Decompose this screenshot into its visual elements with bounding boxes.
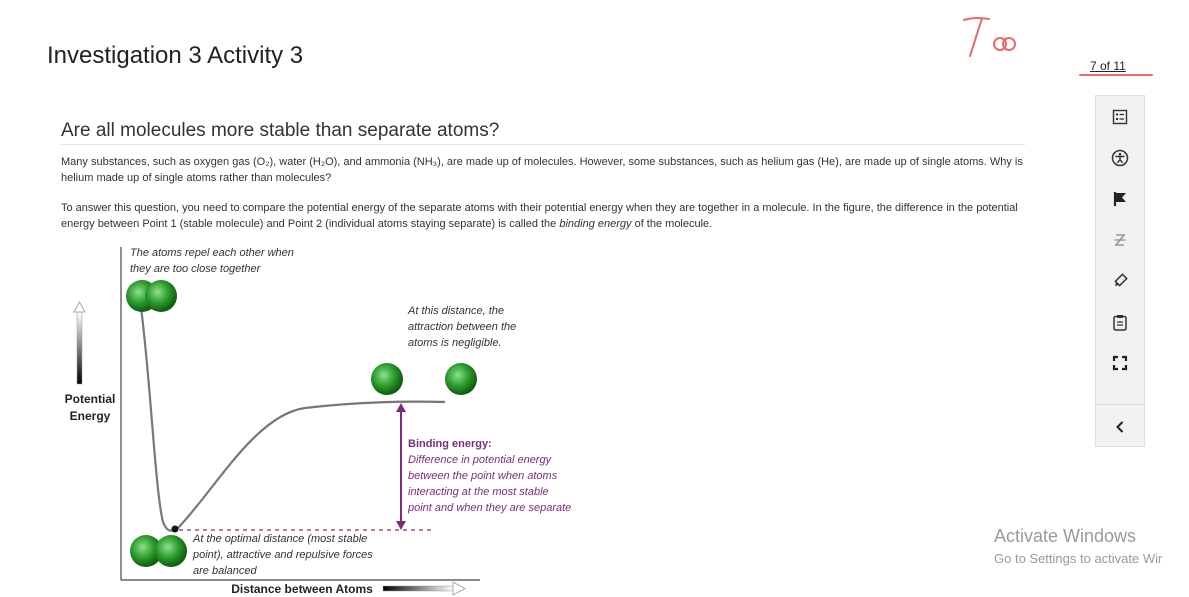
page-counter[interactable]: 7 of 11 bbox=[1090, 59, 1126, 73]
atom-far-2 bbox=[445, 363, 477, 395]
fullscreen-tool-button[interactable] bbox=[1096, 348, 1144, 378]
far-annotation-line3: atoms is negligible. bbox=[408, 337, 502, 349]
optimal-annotation-line2: point), attractive and repulsive forces bbox=[193, 549, 373, 561]
repel-annotation-line1: The atoms repel each other when bbox=[130, 247, 294, 259]
collapse-toolbar-button[interactable] bbox=[1096, 412, 1144, 442]
x-axis-label: Distance between Atoms bbox=[231, 582, 373, 596]
y-axis-label-line1: Potential bbox=[64, 392, 116, 406]
intro-paragraph: Many substances, such as oxygen gas (O₂), water (H₂O), and ammonia (NH₃), are made up of molecules. However, some substances, such as helium gas (He), are made up of single atoms. Why is helium made up of single atoms rather than molecules? bbox=[61, 156, 1023, 184]
binding-arrow-top bbox=[396, 403, 406, 412]
repel-annotation-line2: they are too close together bbox=[130, 263, 261, 275]
flag-tool-button[interactable] bbox=[1096, 184, 1144, 214]
y-axis-label-line2: Energy bbox=[69, 409, 111, 423]
handwritten-score-mark bbox=[960, 14, 1030, 64]
atom-far-1 bbox=[371, 363, 403, 395]
strikethrough-tool-button[interactable] bbox=[1096, 225, 1144, 255]
annotation-underline bbox=[1079, 74, 1153, 76]
activate-windows-watermark bbox=[994, 526, 1162, 566]
strikethrough-icon bbox=[1112, 232, 1128, 248]
highlighter-icon bbox=[1112, 273, 1128, 289]
question-heading: Are all molecules more stable than separate atoms? bbox=[61, 120, 1025, 145]
binding-energy-line1: Difference in potential energy bbox=[408, 454, 552, 466]
clipboard-icon bbox=[1112, 314, 1128, 331]
main-content bbox=[61, 120, 1025, 232]
optimal-annotation-line1: At the optimal distance (most stable bbox=[193, 533, 368, 545]
notepad-tool-button[interactable] bbox=[1096, 307, 1144, 337]
watermark-subtitle: Go to Settings to activate Wir bbox=[994, 551, 1163, 566]
y-energy-arrow bbox=[74, 302, 85, 384]
stable-point bbox=[172, 526, 179, 533]
binding-energy-line4: point and when they are separate bbox=[408, 502, 572, 514]
atom-close-2 bbox=[145, 280, 177, 312]
fullscreen-icon bbox=[1112, 355, 1128, 371]
accessibility-icon bbox=[1111, 149, 1129, 167]
flag-icon bbox=[1112, 191, 1128, 207]
x-distance-arrow bbox=[383, 582, 465, 595]
potential-energy-diagram bbox=[55, 240, 625, 597]
watermark-title: Activate Windows bbox=[994, 526, 1137, 546]
accessibility-tool-button[interactable] bbox=[1096, 143, 1144, 173]
toolbar-divider bbox=[1096, 404, 1144, 405]
binding-arrow-bottom bbox=[396, 521, 406, 530]
binding-energy-term: binding energy bbox=[559, 218, 632, 230]
binding-energy-line2: between the point when atoms bbox=[408, 470, 558, 482]
far-annotation-line2: attraction between the bbox=[408, 321, 517, 333]
list-icon bbox=[1112, 109, 1128, 125]
atom-stable-2 bbox=[155, 535, 187, 567]
list-tool-button[interactable] bbox=[1096, 102, 1144, 132]
potential-energy-curve bbox=[140, 300, 445, 531]
highlighter-tool-button[interactable] bbox=[1096, 266, 1144, 296]
instructions-paragraph: To answer this question, you need to compare the potential energy of the separate atoms with their potential energy when they are together in a molecule. In the figure, the difference in the potential energy between Point 1 (stable molecule) and Point 2 (individual atoms staying separate) is called the binding energy of the molecule. bbox=[61, 202, 1018, 230]
optimal-annotation-line3: are balanced bbox=[193, 565, 257, 577]
chevron-left-icon bbox=[1114, 420, 1126, 434]
page-title: Investigation 3 Activity 3 bbox=[47, 42, 304, 69]
far-annotation-line1: At this distance, the bbox=[408, 305, 504, 317]
binding-energy-line3: interacting at the most stable bbox=[408, 486, 549, 498]
tool-sidebar bbox=[1095, 95, 1145, 447]
binding-energy-title: Binding energy: bbox=[408, 438, 492, 450]
